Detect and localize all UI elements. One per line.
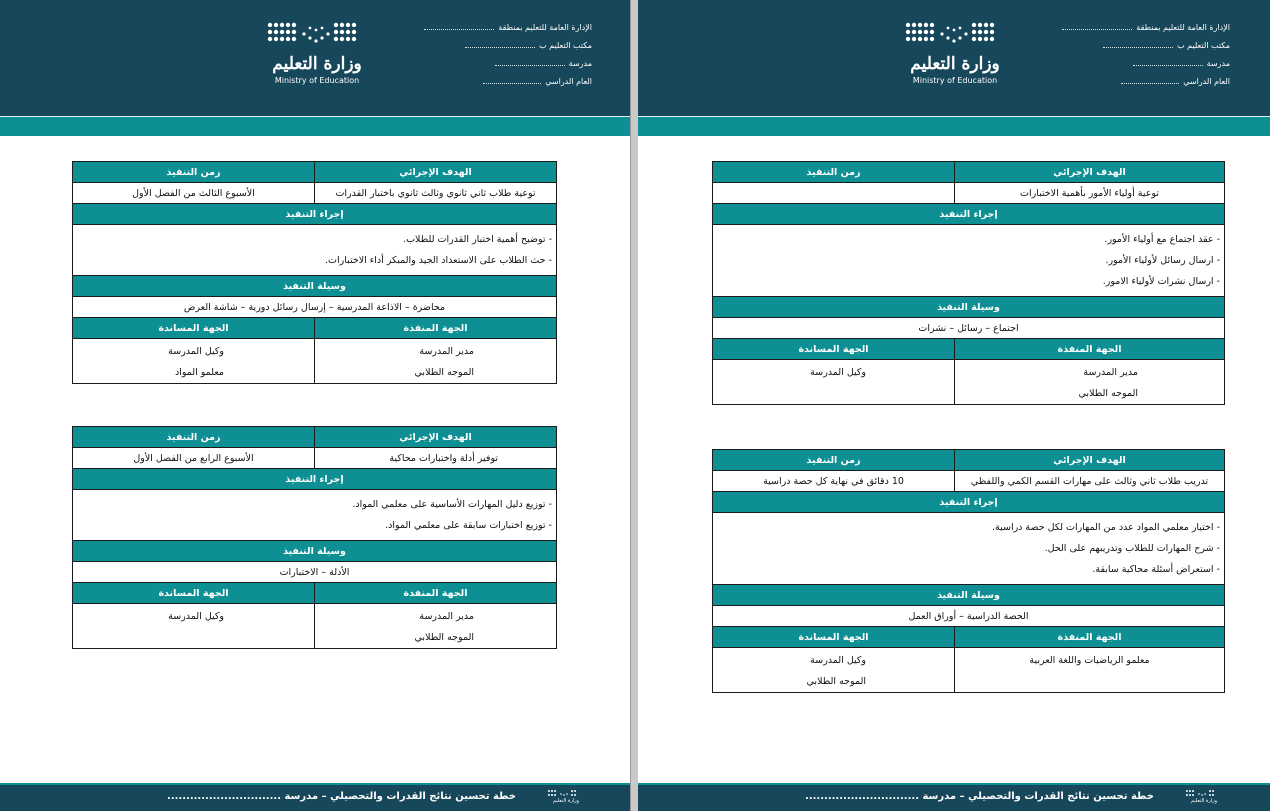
procedure-steps: [73, 225, 557, 276]
means-header: وسيلة التنفيذ: [713, 585, 1225, 606]
support-list: [713, 648, 955, 693]
executor-header: الجهة المنفذة: [955, 627, 1225, 648]
means-value: اجتماع – رسائل – نشرات: [713, 318, 1225, 339]
means-header: وسيلة التنفيذ: [713, 297, 1225, 318]
executor-list: [955, 648, 1225, 693]
executor-header: الجهة المنفذة: [315, 583, 557, 604]
support-item: وكيل المدرسة: [810, 655, 866, 666]
ministry-name-ar: وزارة التعليم: [272, 54, 362, 74]
executor-header: الجهة المنفذة: [315, 318, 557, 339]
info-line-office: مكتب التعليم ب: [422, 37, 592, 55]
footer-title: خطة تحسين نتائج القدرات والتحصيلي – مدرسة ..............................: [167, 791, 516, 802]
support-list: [73, 339, 315, 384]
time-value: الأسبوع الرابع من الفصل الأول: [73, 448, 315, 469]
info-line-region: الإدارة العامة للتعليم بمنطقة: [422, 19, 592, 37]
executor-item: مدير المدرسة: [419, 346, 474, 357]
support-item: وكيل المدرسة: [168, 611, 224, 622]
support-header: الجهة المساندة: [713, 339, 955, 360]
header-band: [0, 117, 632, 136]
procedure-step: - عقد اجتماع مع أولياء الأمور.: [1104, 234, 1220, 245]
time-value: 10 دقائق في نهاية كل حصة دراسية: [713, 471, 955, 492]
time-header: زمن التنفيذ: [73, 162, 315, 183]
info-line-year: العام الدراسي: [422, 73, 592, 91]
support-item: معلمو المواد: [174, 367, 224, 378]
page-left: [0, 0, 632, 811]
info-line-year: العام الدراسي: [1060, 73, 1230, 91]
goal-header: الهدف الإجرائي: [315, 427, 557, 448]
support-item: وكيل المدرسة: [168, 346, 224, 357]
support-list: [713, 360, 955, 405]
time-value: [713, 183, 955, 204]
info-line-school: مدرسة: [1060, 55, 1230, 73]
executor-item: مدير المدرسة: [1083, 367, 1138, 378]
means-value: محاضرة – الاذاعة المدرسية – إرسال رسائل دورية – شاشة العرض: [73, 297, 557, 318]
goal-value: توعية طلاب ثاني ثانوي وثالث ثانوي باختبار القدرات: [315, 183, 557, 204]
procedure-step: - ارسال نشرات لأولياء الامور.: [1102, 276, 1220, 287]
logo-dots-icon: [904, 20, 1000, 50]
procedure-header: إجراء التنفيذ: [713, 492, 1225, 513]
means-header: وسيلة التنفيذ: [73, 541, 557, 562]
procedure-step: - توزيع دليل المهارات الأساسية على معلمي المواد.: [352, 499, 552, 510]
means-value: الأدلة – الاختبارات: [73, 562, 557, 583]
procedure-step: - ارسال رسائل لأولياء الأمور.: [1105, 255, 1220, 266]
ministry-name-ar: وزارة التعليم: [910, 54, 1000, 74]
header-info: [1060, 19, 1230, 91]
means-header: وسيلة التنفيذ: [73, 276, 557, 297]
procedure-step: - استعراض أسئلة محاكية سابقة.: [1092, 564, 1220, 575]
page-right: [638, 0, 1270, 811]
executor-list: [955, 360, 1225, 405]
time-value: الأسبوع الثالث من الفصل الأول: [73, 183, 315, 204]
footer-logo: [544, 787, 596, 809]
executor-item: الموجه الطلابي: [1078, 388, 1138, 399]
time-header: زمن التنفيذ: [713, 450, 955, 471]
plan-table: [72, 161, 557, 384]
support-item: وكيل المدرسة: [810, 367, 866, 378]
procedure-header: إجراء التنفيذ: [73, 469, 557, 490]
support-list: [73, 604, 315, 649]
plan-table: [712, 161, 1225, 405]
footer-logo-text: وزارة التعليم: [552, 798, 580, 804]
executor-item: مدير المدرسة: [419, 611, 474, 622]
ministry-name-en: Ministry of Education: [274, 76, 360, 85]
executor-item: الموجه الطلابي: [414, 632, 474, 643]
support-header: الجهة المساندة: [713, 627, 955, 648]
footer-logo-dots-icon: [1184, 788, 1218, 798]
plan-table: [72, 426, 557, 649]
header-info: [422, 19, 592, 91]
support-header: الجهة المساندة: [73, 583, 315, 604]
means-value: الحصة الدراسية – أوراق العمل: [713, 606, 1225, 627]
executor-item: معلمو الرياضيات واللغة العربية: [1029, 655, 1150, 666]
info-line-office: مكتب التعليم ب: [1060, 37, 1230, 55]
procedure-header: إجراء التنفيذ: [713, 204, 1225, 225]
goal-header: الهدف الإجرائي: [315, 162, 557, 183]
procedure-step: - اختيار معلمي المواد عدد من المهارات لكل حصة دراسية.: [992, 522, 1220, 533]
executor-item: الموجه الطلابي: [414, 367, 474, 378]
procedure-steps: [73, 490, 557, 541]
info-line-school: مدرسة: [422, 55, 592, 73]
procedure-step: - توضيح أهمية اختبار القدرات للطلاب.: [403, 234, 552, 245]
time-header: زمن التنفيذ: [713, 162, 955, 183]
procedure-header: إجراء التنفيذ: [73, 204, 557, 225]
ministry-logo: [262, 18, 372, 90]
page-header: [0, 0, 632, 116]
executor-header: الجهة المنفذة: [955, 339, 1225, 360]
goal-value: تدريب طلاب ثاني وثالث على مهارات القسم الكمي واللفظي: [955, 471, 1225, 492]
footer-logo: [1182, 787, 1234, 809]
goal-value: توفير أدلة واختبارات محاكية: [315, 448, 557, 469]
procedure-step: - حث الطلاب على الاستعداد الجيد والمبكر أداء الاختبارات.: [325, 255, 552, 266]
procedure-step: - شرح المهارات للطلاب وتدريبهم على الحل.: [1044, 543, 1220, 554]
page-footer: [0, 785, 632, 811]
support-item: الموجه الطلابي: [806, 676, 866, 687]
goal-header: الهدف الإجرائي: [955, 162, 1225, 183]
goal-value: توعية أولياء الأمور بأهمية الاختبارات: [955, 183, 1225, 204]
ministry-logo: [900, 18, 1010, 90]
plan-table: [712, 449, 1225, 693]
procedure-steps: [713, 513, 1225, 585]
executor-list: [315, 604, 557, 649]
info-line-region: الإدارة العامة للتعليم بمنطقة: [1060, 19, 1230, 37]
footer-logo-dots-icon: [546, 788, 580, 798]
header-band: [638, 117, 1270, 136]
footer-logo-text: وزارة التعليم: [1190, 798, 1218, 804]
time-header: زمن التنفيذ: [73, 427, 315, 448]
executor-list: [315, 339, 557, 384]
support-header: الجهة المساندة: [73, 318, 315, 339]
ministry-name-en: Ministry of Education: [912, 76, 998, 85]
goal-header: الهدف الإجرائي: [955, 450, 1225, 471]
page-footer: [638, 785, 1270, 811]
logo-dots-icon: [266, 20, 362, 50]
footer-title: خطة تحسين نتائج القدرات والتحصيلي – مدرسة ..............................: [805, 791, 1154, 802]
procedure-steps: [713, 225, 1225, 297]
procedure-step: - توزيع اختبارات سابقة على معلمي المواد.: [385, 520, 552, 531]
page-header: [638, 0, 1270, 116]
